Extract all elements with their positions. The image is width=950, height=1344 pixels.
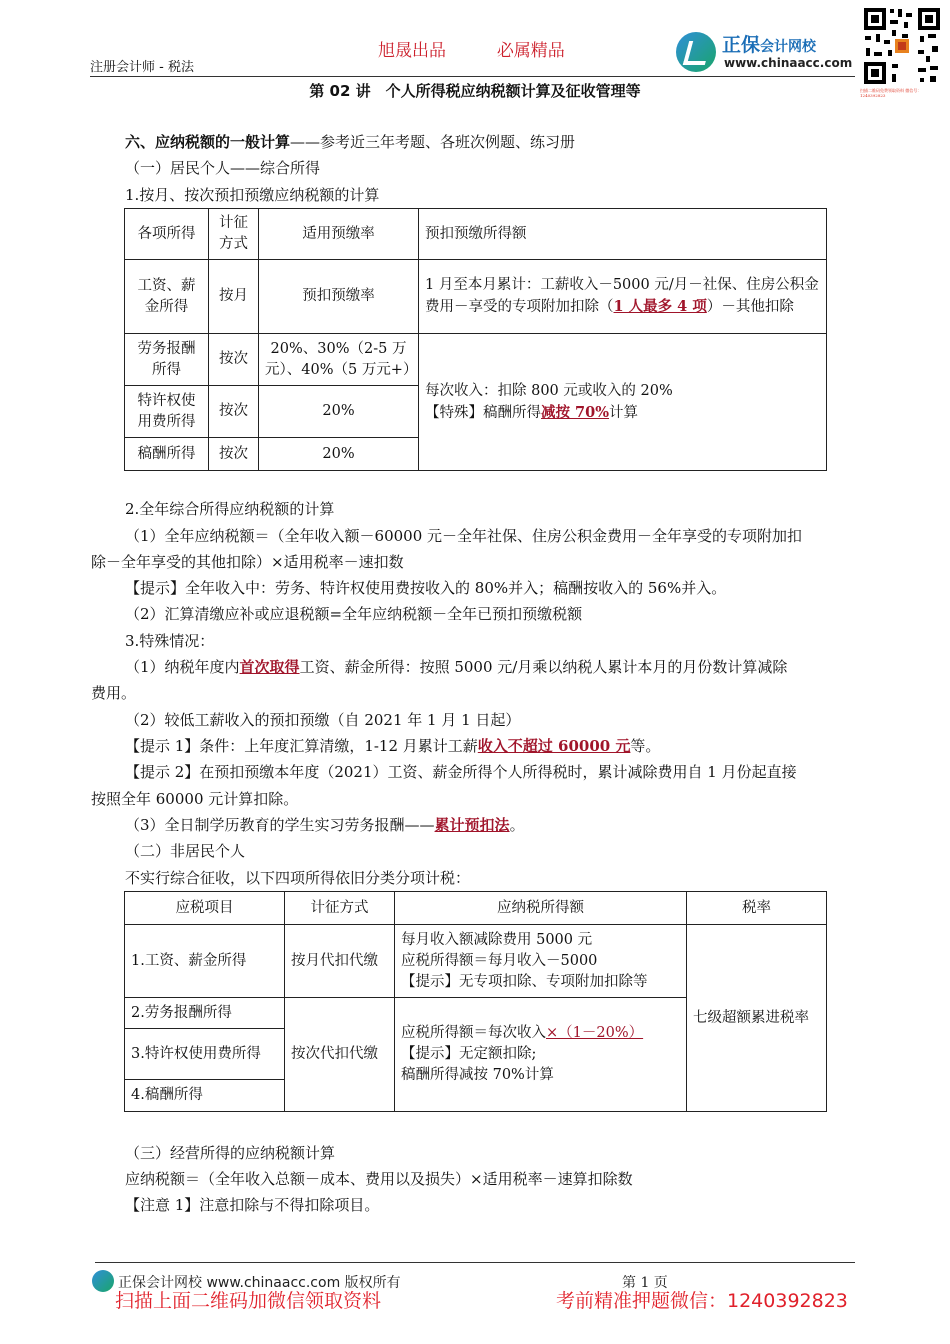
item-3-tip1: 【提示 1】条件：上年度汇算清缴，1-12 月累计工薪收入不超过 60000 元等。 [125,737,661,755]
table2-row-labor: 2.劳务报酬所得 [125,998,285,1029]
table1-row-author: 稿酬所得 [125,438,209,471]
table1-rate: 预扣预缴率 [259,260,419,334]
table1-method: 按次 [209,334,259,386]
item-3-p2: （2）较低工薪收入的预扣预缴（自 2021 年 1 月 1 日起） [125,711,521,729]
logo-mark-icon [676,32,716,72]
item-2-heading: 2.全年综合所得应纳税额的计算 [125,500,335,518]
item-3-heading: 3.特殊情况： [125,632,215,650]
table2-method-monthly: 按月代扣代缴 [285,925,395,998]
subsection-business: （三）经营所得的应纳税额计算 [125,1144,336,1162]
subsection-resident: （一）居民个人——综合所得 [125,159,321,177]
item-2-tip: 【提示】全年收入中：劳务、特许权使用费按收入的 80%并入；稿酬按收入的 56%并入。 [125,579,727,597]
table1-rate: 20% [259,438,419,471]
table2-amount-salary: 每月收入额减除费用 5000 元 应税所得额＝每月收入－5000 【提示】无专项扣除、专项附加扣除等 [395,925,687,998]
table1-row-salary: 工资、薪金所得 [125,260,209,334]
page-number: 第 1 页 [622,1275,668,1291]
nonresident-intro: 不实行综合征收，以下四项所得依旧分类分项计税： [125,869,471,887]
item-3-tip2-line2: 按照全年 60000 元计算扣除。 [91,790,299,808]
table1-header-rate: 适用预缴率 [259,209,419,260]
item-3-p1: （1）纳税年度内首次取得工资、薪金所得：按照 5000 元/月乘以纳税人累计本月的月份数计算减除 [125,658,788,676]
logo-url: www.chinaacc.com [724,56,853,70]
table1-method: 按月 [209,260,259,334]
qr-note: 扫描二维码免费领取资料 微信号：1240392823 [860,88,922,98]
table2-header-amount: 应纳税所得额 [395,892,687,925]
promo-wechat: 考前精准押题微信：1240392823 [556,1290,848,1312]
table2-header-item: 应税项目 [125,892,285,925]
promo-qr: 扫描上面二维码加微信领取资料 [115,1290,382,1312]
item-3-p3: （3）全日制学历教育的学生实习劳务报酬——累计预扣法。 [125,816,525,834]
table1-amount-merged: 每次收入：扣除 800 元或收入的 20% 【特殊】稿酬所得减按 70%计算 [419,334,827,471]
section-heading: 六、应纳税额的一般计算——参考近三年考题、各班次例题、练习册 [125,133,576,151]
table2-header-method: 计征方式 [285,892,395,925]
brand-left: 旭晟出品 [378,41,446,61]
footer-logo-icon [92,1270,114,1292]
header-divider [90,76,855,77]
table2-row-royalty: 3.特许权使用费所得 [125,1029,285,1080]
table2-rate: 七级超额累进税率 [687,925,827,1112]
course-subject: 注册会计师 - 税法 [90,60,194,75]
chinaacc-logo [676,30,856,74]
business-formula: 应纳税额＝（全年收入总额－成本、费用以及损失）×适用税率－速算扣除数 [125,1170,633,1188]
table1-method: 按次 [209,386,259,438]
table1-header-amount: 预扣预缴所得额 [419,209,827,260]
qr-code-icon [862,6,942,86]
lecture-title: 第 02 讲 个人所得税应纳税额计算及征收管理等 [309,82,641,100]
withholding-table [124,208,827,471]
logo-name: 正保会计网校 [722,34,817,56]
table1-method: 按次 [209,438,259,471]
business-note: 【注意 1】注意扣除与不得扣除项目。 [125,1196,380,1214]
table2-header-rate: 税率 [687,892,827,925]
table1-row-royalty: 特许权使用费所得 [125,386,209,438]
table2-row-salary: 1.工资、薪金所得 [125,925,285,998]
table1-rate: 20% [259,386,419,438]
item-3-tip2-line1: 【提示 2】在预扣预缴本年度（2021）工资、薪金所得个人所得税时，累计减除费用自 1 月份起直接 [125,763,797,781]
item-2-formula-line2: 除－全年享受的其他扣除）×适用税率－速扣数 [91,553,404,571]
table2-method-per-time: 按次代扣代缴 [285,998,395,1112]
table2-row-author: 4.稿酬所得 [125,1080,285,1112]
table1-header-income: 各项所得 [125,209,209,260]
table1-amount-salary: 1 月至本月累计：工薪收入－5000 元/月－社保、住房公积金费用－享受的专项附加扣除（1 人最多 4 项）－其他扣除 [419,260,827,334]
table2-amount-group: 应税所得额＝每次收入×（1－20%） 【提示】无定额扣除; 稿酬所得减按 70%计算 [395,998,687,1112]
brand-right: 必属精品 [496,41,565,61]
item-3-p1-line2: 费用。 [91,684,137,702]
footer-divider [95,1262,855,1263]
table1-header-method: 计征方式 [209,209,259,260]
table1-row-labor: 劳务报酬所得 [125,334,209,386]
table1-rate: 20%、30%（2-5 万元）、40%（5 万元+） [259,334,419,386]
subsection-nonresident: （二）非居民个人 [125,842,246,860]
nonresident-table [124,891,827,1112]
brand-slogan [378,36,565,61]
item-1-heading: 1.按月、按次预扣预缴应纳税额的计算 [125,186,380,204]
footer-copyright: 正保会计网校 www.chinaacc.com 版权所有 [118,1275,401,1291]
item-2-formula-line1: （1）全年应纳税额＝（全年收入额－60000 元－全年社保、住房公积金费用－全年享受的专项附加扣 [125,527,803,545]
item-2-settlement: （2）汇算清缴应补或应退税额=全年应纳税额－全年已预扣预缴税额 [125,605,583,623]
